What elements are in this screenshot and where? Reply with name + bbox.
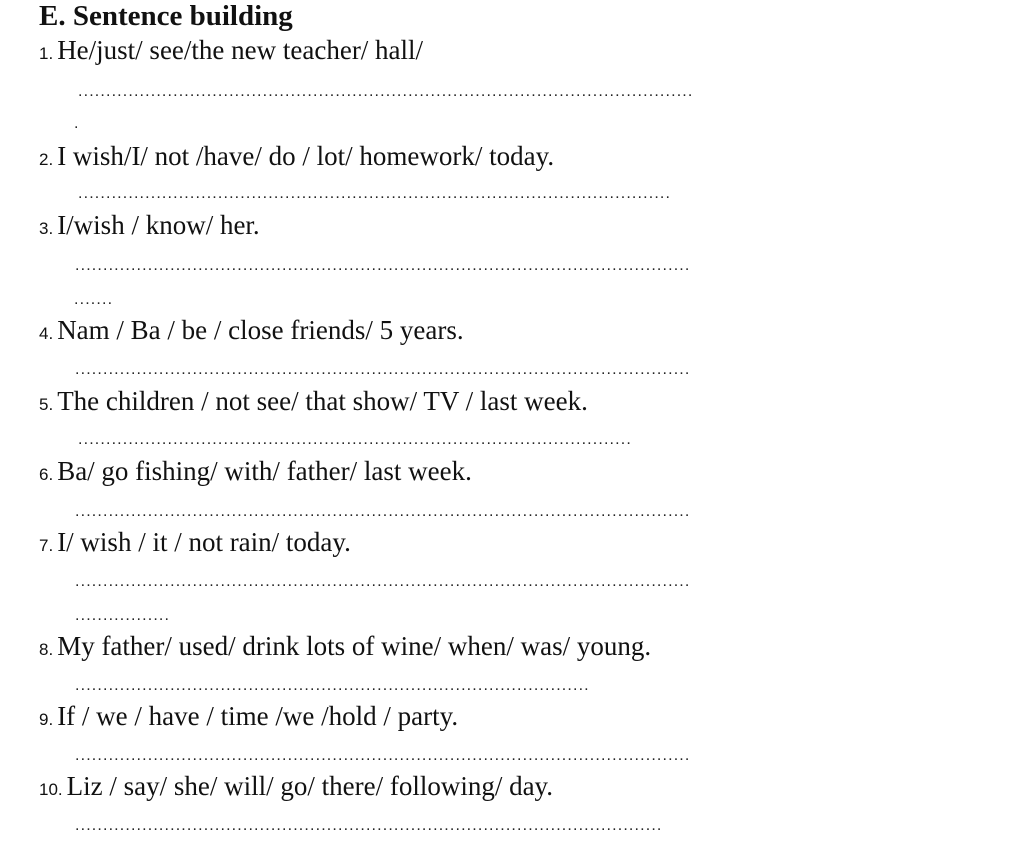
answer-line[interactable]: ................................................................................................... (78, 432, 632, 448)
answer-line[interactable]: .............................................................................................................. (75, 504, 691, 520)
section-title: E. Sentence building (39, 0, 293, 32)
item-number: 3. (39, 219, 54, 238)
answer-line[interactable]: .......................................................................................................... (78, 186, 672, 202)
item-prompt: I wish/I/ not /have/ do / lot/ homework/ today. (57, 141, 555, 171)
answer-line[interactable]: .............................................................................................................. (75, 258, 691, 274)
item-number: 10. (39, 780, 63, 799)
item-number: 9. (39, 710, 54, 729)
exercise-item-2 (39, 141, 554, 175)
answer-line[interactable]: .............................................................................................................. (78, 84, 694, 100)
exercise-item-10 (39, 771, 553, 805)
answer-line[interactable]: .............................................................................................................. (75, 362, 691, 378)
item-number: 4. (39, 324, 54, 343)
item-number: 7. (39, 536, 54, 555)
exercise-item-6 (39, 456, 472, 490)
item-number: 5. (39, 395, 54, 414)
exercise-item-3 (39, 210, 260, 244)
item-number: 1. (39, 44, 54, 63)
answer-line-continuation: ................. (75, 608, 171, 624)
exercise-item-9 (39, 701, 458, 735)
item-prompt: He/just/ see/the new teacher/ hall/ (57, 35, 424, 65)
item-prompt: I/ wish / it / not rain/ today. (57, 527, 351, 557)
exercise-item-8 (39, 631, 651, 665)
item-prompt: Ba/ go fishing/ with/ father/ last week. (57, 456, 472, 486)
answer-line[interactable]: .............................................................................................................. (75, 748, 691, 764)
item-number: 8. (39, 640, 54, 659)
exercise-item-1 (39, 35, 423, 69)
item-prompt: My father/ used/ drink lots of wine/ when/ was/ young. (57, 631, 652, 661)
answer-line[interactable]: ......................................................................................................... (75, 818, 663, 834)
item-prompt: Liz / say/ she/ will/ go/ there/ following/ day. (66, 771, 554, 801)
answer-line-continuation: . (74, 116, 80, 132)
answer-line[interactable]: .............................................................................................................. (75, 574, 691, 590)
item-prompt: Nam / Ba / be / close friends/ 5 years. (57, 315, 464, 345)
exercise-item-5 (39, 386, 588, 420)
answer-line-continuation: ....... (74, 292, 114, 308)
exercise-item-7 (39, 527, 351, 561)
answer-line[interactable]: ............................................................................................ (75, 678, 590, 694)
item-number: 6. (39, 465, 54, 484)
exercise-item-4 (39, 315, 464, 349)
item-prompt: The children / not see/ that show/ TV / last week. (57, 386, 588, 416)
item-prompt: I/wish / know/ her. (57, 210, 260, 240)
item-prompt: If / we / have / time /we /hold / party. (57, 701, 459, 731)
item-number: 2. (39, 150, 54, 169)
